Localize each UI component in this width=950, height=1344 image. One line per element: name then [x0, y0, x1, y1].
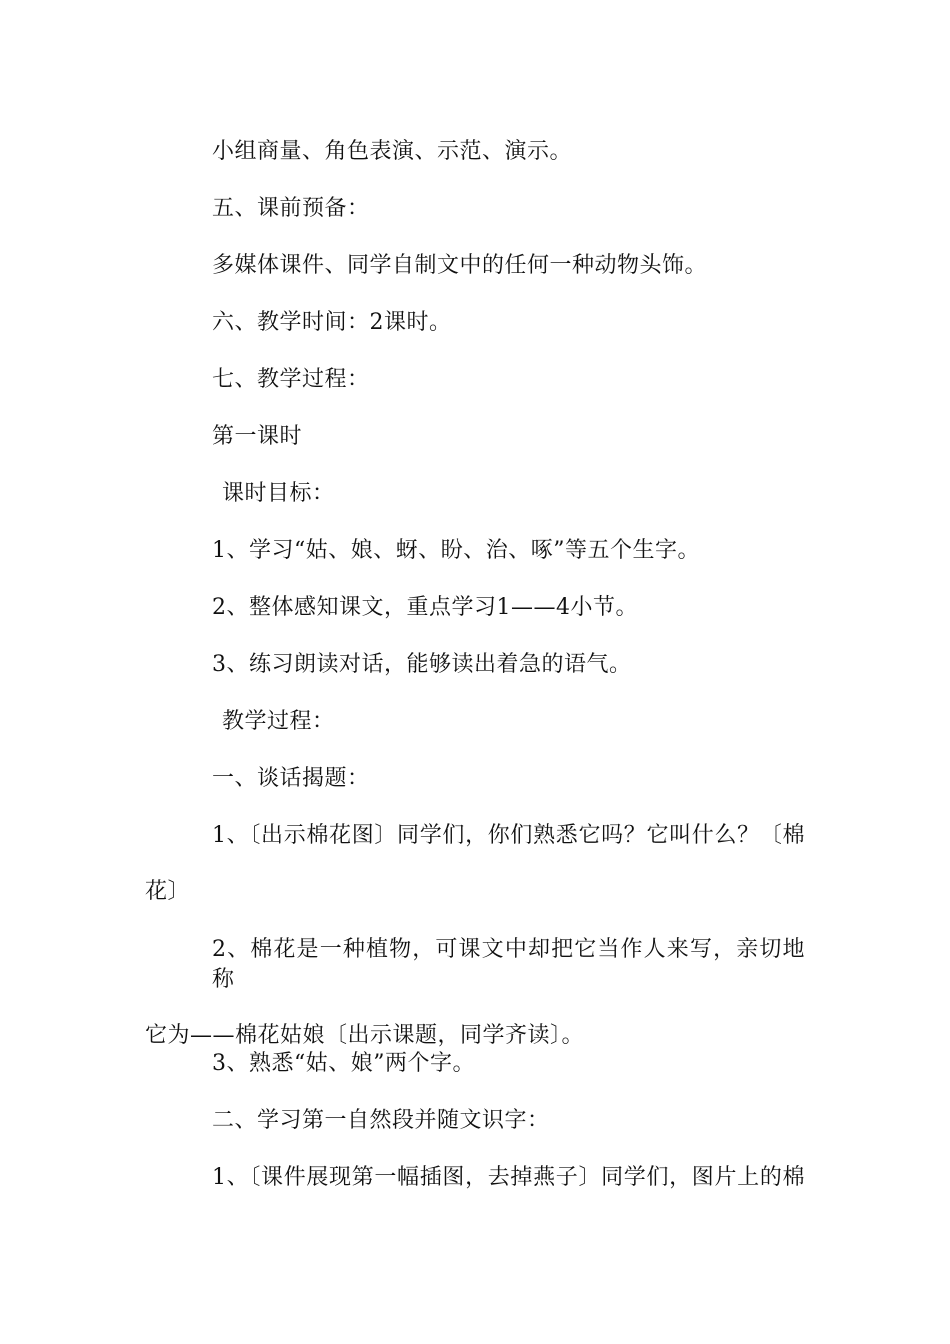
subheading: 教学过程：: [222, 709, 335, 734]
list-item: 2、整体感知课文，重点学习1——4小节。: [212, 595, 638, 620]
paragraph-line: 花〕: [145, 879, 191, 904]
section-heading: 二、学习第一自然段并随文识字：: [212, 1108, 550, 1133]
section-heading: 六、教学时间：2课时。: [212, 310, 452, 335]
paragraph-line: 1、〔出示棉花图〕同学们，你们熟悉它吗？它叫什么？〔棉: [212, 823, 805, 848]
text-line: 小组商量、角色表演、示范、演示。: [212, 139, 573, 164]
text-line: 多媒体课件、同学自制文中的任何一种动物头饰。: [212, 253, 708, 278]
list-item: 3、练习朗读对话，能够读出着急的语气。: [212, 652, 632, 677]
list-item: 3、熟悉“姑、娘”两个字。: [212, 1051, 475, 1076]
subheading: 课时目标：: [222, 481, 335, 506]
section-heading: 七、教学过程：: [212, 367, 370, 392]
section-heading: 五、课前预备：: [212, 196, 370, 221]
subheading: 第一课时: [212, 424, 303, 449]
paragraph-line: 1、〔课件展现第一幅插图，去掉燕子〕同学们，图片上的棉: [212, 1165, 805, 1190]
paragraph: [145, 935, 805, 1051]
section-heading: 一、谈话揭题：: [212, 766, 370, 791]
paragraph-line: 2、棉花是一种植物，可课文中却把它当作人来写，亲切地称: [212, 937, 805, 992]
list-item: 1、学习“姑、娘、蚜、盼、治、啄”等五个生字。: [212, 538, 700, 563]
paragraph: [145, 821, 805, 907]
paragraph-line: 它为——棉花姑娘〔出示课题，同学齐读〕。: [145, 1023, 585, 1048]
paragraph: [145, 1163, 805, 1193]
